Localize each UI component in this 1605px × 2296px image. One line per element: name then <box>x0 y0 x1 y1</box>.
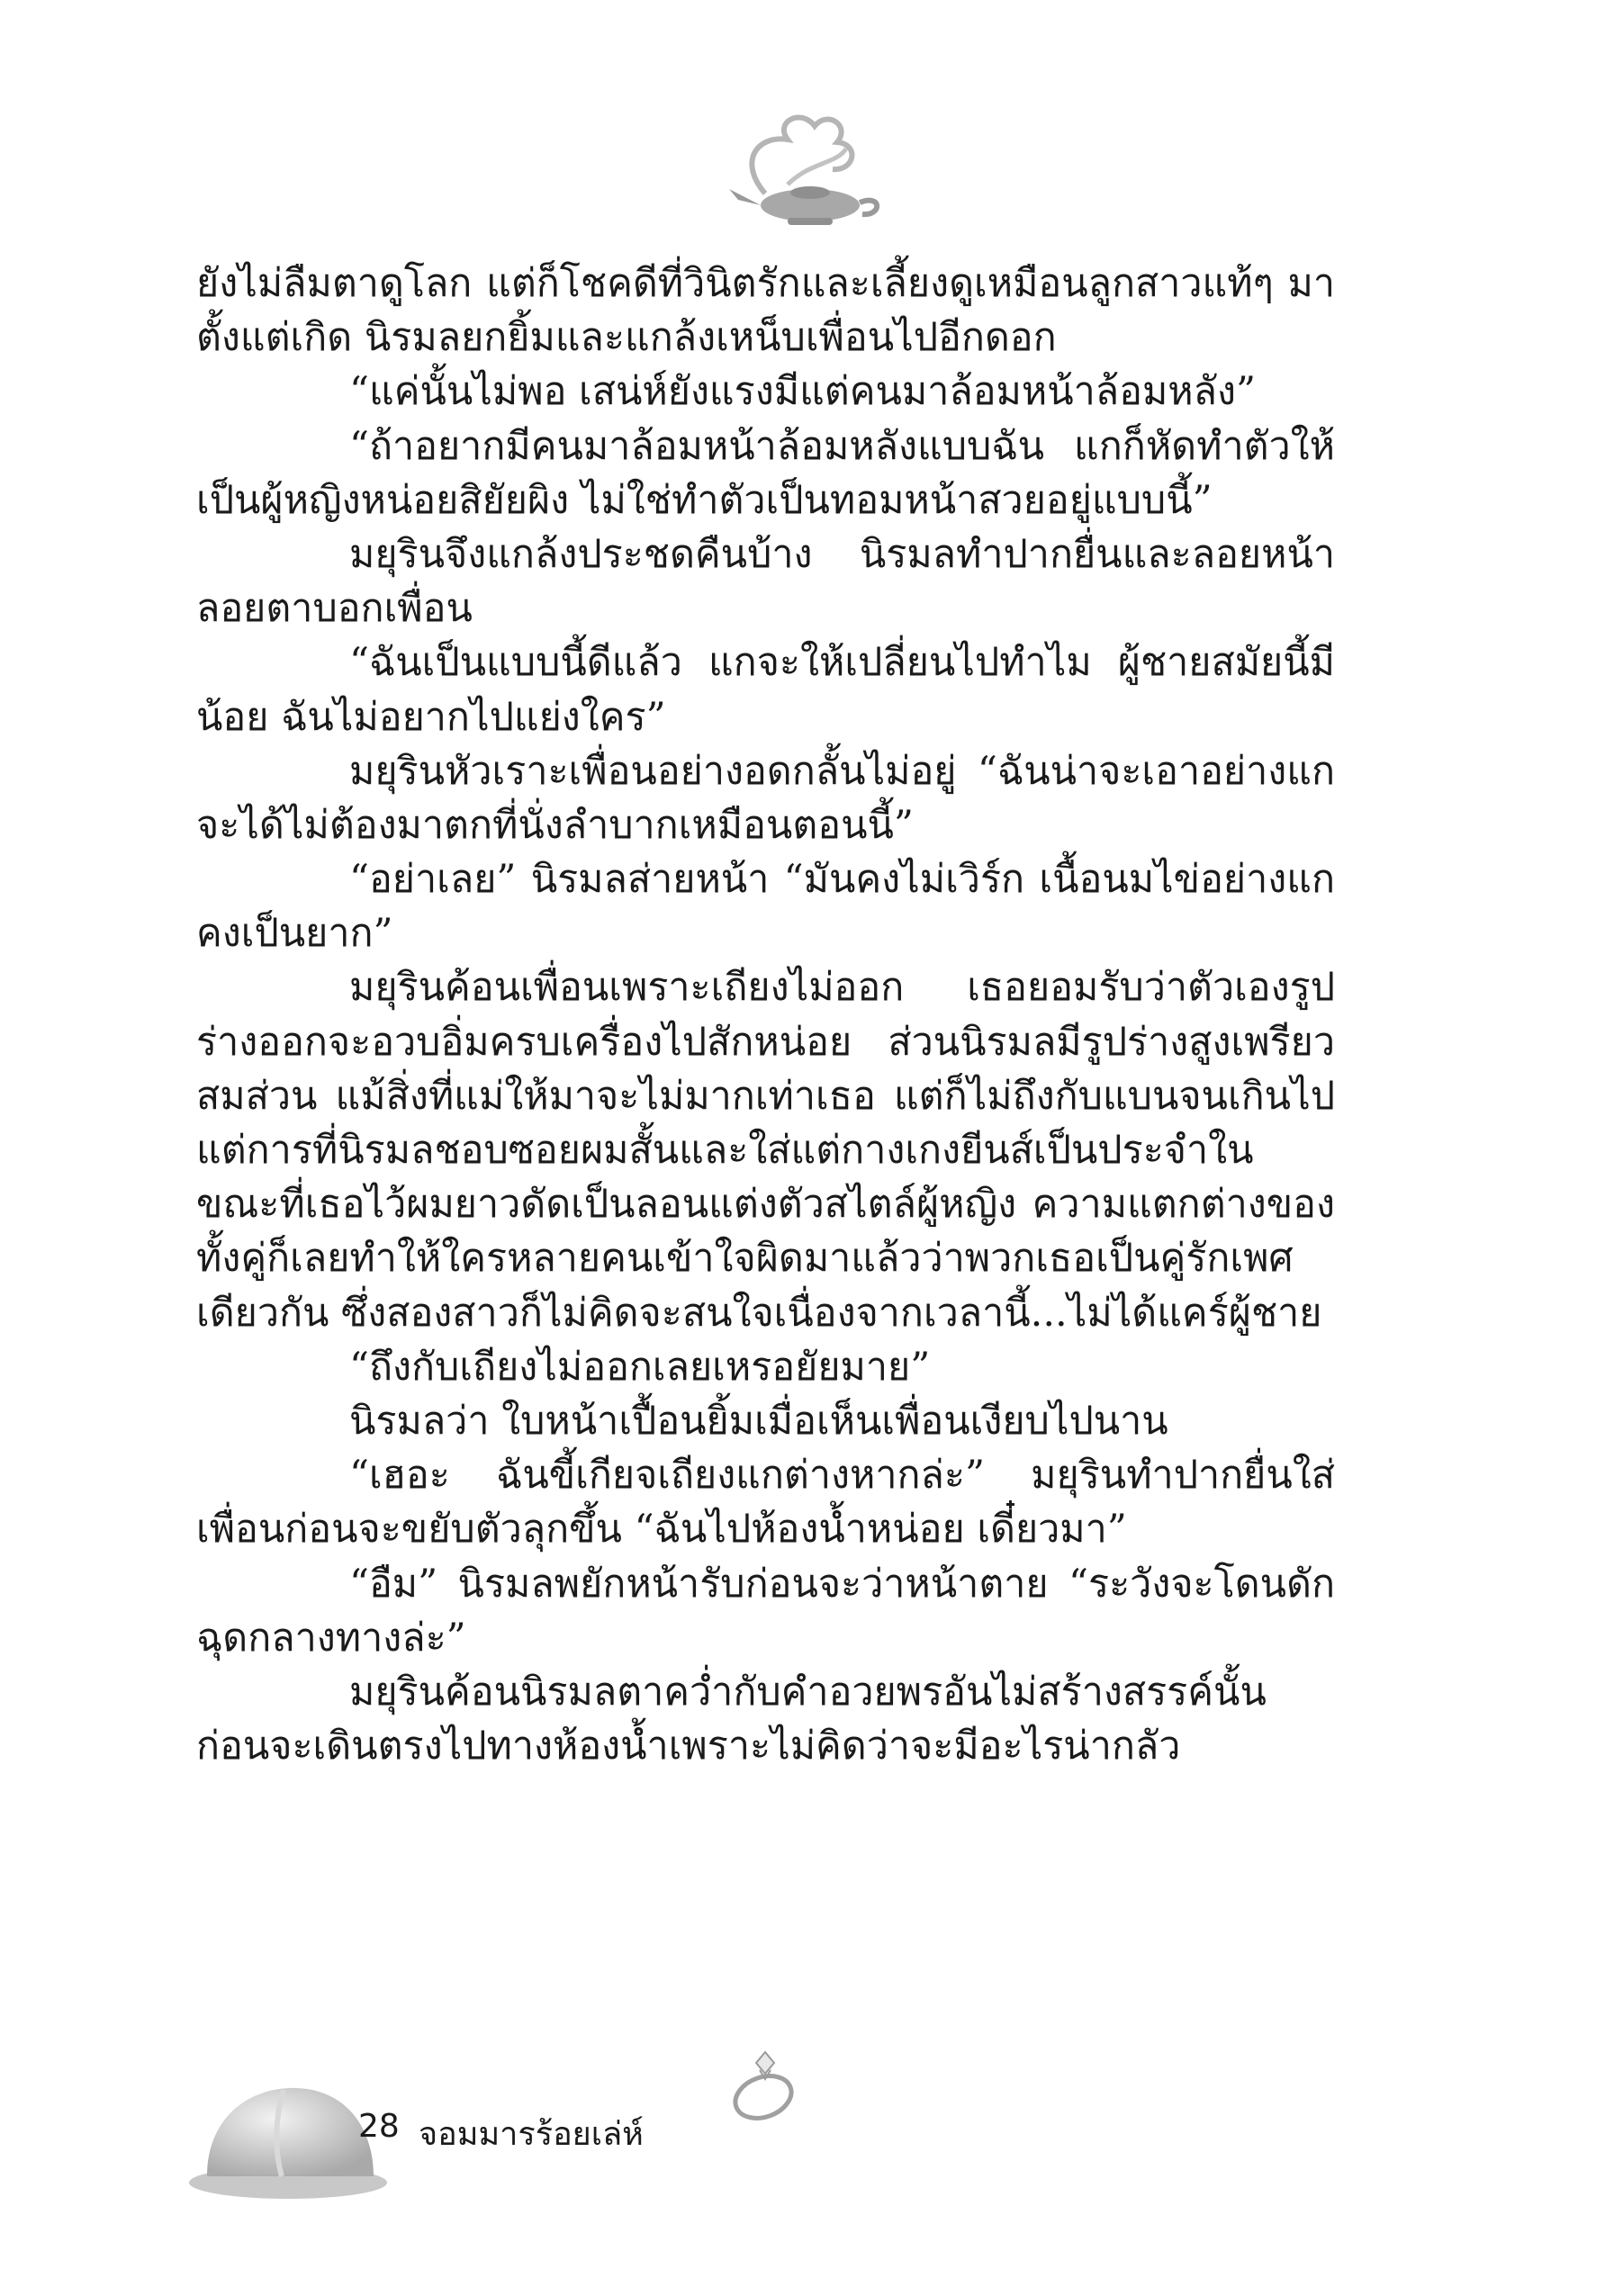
paragraph: “ถ้าอยากมีคนมาล้อมหน้าล้อมหลังแบบฉัน แกก็หัดทำตัวให้เป็นผู้หญิงหน่อยสิยัยผิง ไม่ใช่ทำตัวเป็นทอมหน้าสวยอยู่แบบนี้” <box>196 423 1335 523</box>
book-title: จอมมารร้อยเล่ห์ <box>419 2116 644 2153</box>
body-text <box>196 257 1335 1773</box>
paragraph: “อย่าเลย” นิรมลส่ายหน้า “มันคงไม่เวิร์ก เนื้อนมไข่อย่างแกคงเป็นยาก” <box>196 857 1335 957</box>
paragraph: มยุรินค้อนเพื่อนเพราะเถียงไม่ออก เธอยอมรับว่าตัวเองรูปร่างออกจะอวบอิ่มครบเครื่องไปสักหน่อย ส่วนนิรมลมีรูปร่างสูงเพรียวสมส่วน แม้สิ่งที่แม่ให้มาจะไม่มากเท่าเธอ แต่ก็ไม่ถึงกับแบนจนเกินไป แต่การที่นิรมลชอบซอยผมสั้นและใส่แต่กางเกงยีนส์เป็นประจำในขณะที่เธอไว้ผมยาวดัดเป็นลอนแต่งตัวสไตล์ผู้หญิง ความแตกต่างของทั้งคู่ก็เลยทำให้ใครหลายคนเข้าใจผิดมาแล้วว่าพวกเธอเป็นคู่รักเพศเดียวกัน ซึ่งสองสาวก็ไม่คิดจะสนใจเนื่องจากเวลานี้...ไม่ได้แคร์ผู้ชาย <box>196 965 1335 1336</box>
paragraph: นิรมลว่า ใบหน้าเปื้อนยิ้มเมื่อเห็นเพื่อนเงียบไปนาน <box>349 1398 1168 1444</box>
page-footer <box>0 2052 1605 2286</box>
paragraph: มยุรินค้อนนิรมลตาคว่ำกับคำอวยพรอันไม่สร้างสรรค์นั้น ก่อนจะเดินตรงไปทางห้องน้ำเพราะไม่คิดว่าจะมีอะไรน่ากลัว <box>196 1669 1267 1769</box>
paragraph: มยุรินจึงแกล้งประชดคืนบ้าง นิรมลทำปากยื่นและลอยหน้าลอยตาบอกเพื่อน <box>196 531 1335 632</box>
paragraph: ยังไม่ลืมตาดูโลก แต่ก็โชคดีที่วินิตรักและเลี้ยงดูเหมือนลูกสาวแท้ๆ มาตั้งแต่เกิด นิรมลยกยิ้มและแกล้งเหน็บเพื่อนไปอีกดอก <box>196 261 1335 361</box>
magic-lamp-icon <box>702 99 891 234</box>
paragraph: “เฮอะ ฉันขี้เกียจเถียงแกต่างหากล่ะ” มยุรินทำปากยื่นใส่เพื่อนก่อนจะขยับตัวลุกขึ้น “ฉันไปห้องน้ำหน่อย เดี๋ยวมา” <box>196 1453 1335 1553</box>
paragraph: “ถึงกับเถียงไม่ออกเลยเหรอยัยมาย” <box>349 1344 931 1390</box>
paragraph: “แค่นั้นไม่พอ เสน่ห์ยังแรงมีแต่คนมาล้อมหน้าล้อมหลัง” <box>349 369 1256 415</box>
paragraph: “ฉันเป็นแบบนี้ดีแล้ว แกจะให้เปลี่ยนไปทำไม ผู้ชายสมัยนี้มีน้อย ฉันไม่อยากไปแย่งใคร” <box>196 640 1335 740</box>
diamond-ring-icon <box>720 2043 810 2133</box>
paragraph: มยุรินหัวเราะเพื่อนอย่างอดกลั้นไม่อยู่ “ฉันน่าจะเอาอย่างแกจะได้ไม่ต้องมาตกที่นั่งลำบากเหมือนตอนนี้” <box>196 748 1335 848</box>
paragraph: “อืม” นิรมลพยักหน้ารับก่อนจะว่าหน้าตาย “ระวังจะโดนดักฉุดกลางทางล่ะ” <box>196 1561 1335 1661</box>
page-number: 28 <box>358 2108 400 2145</box>
